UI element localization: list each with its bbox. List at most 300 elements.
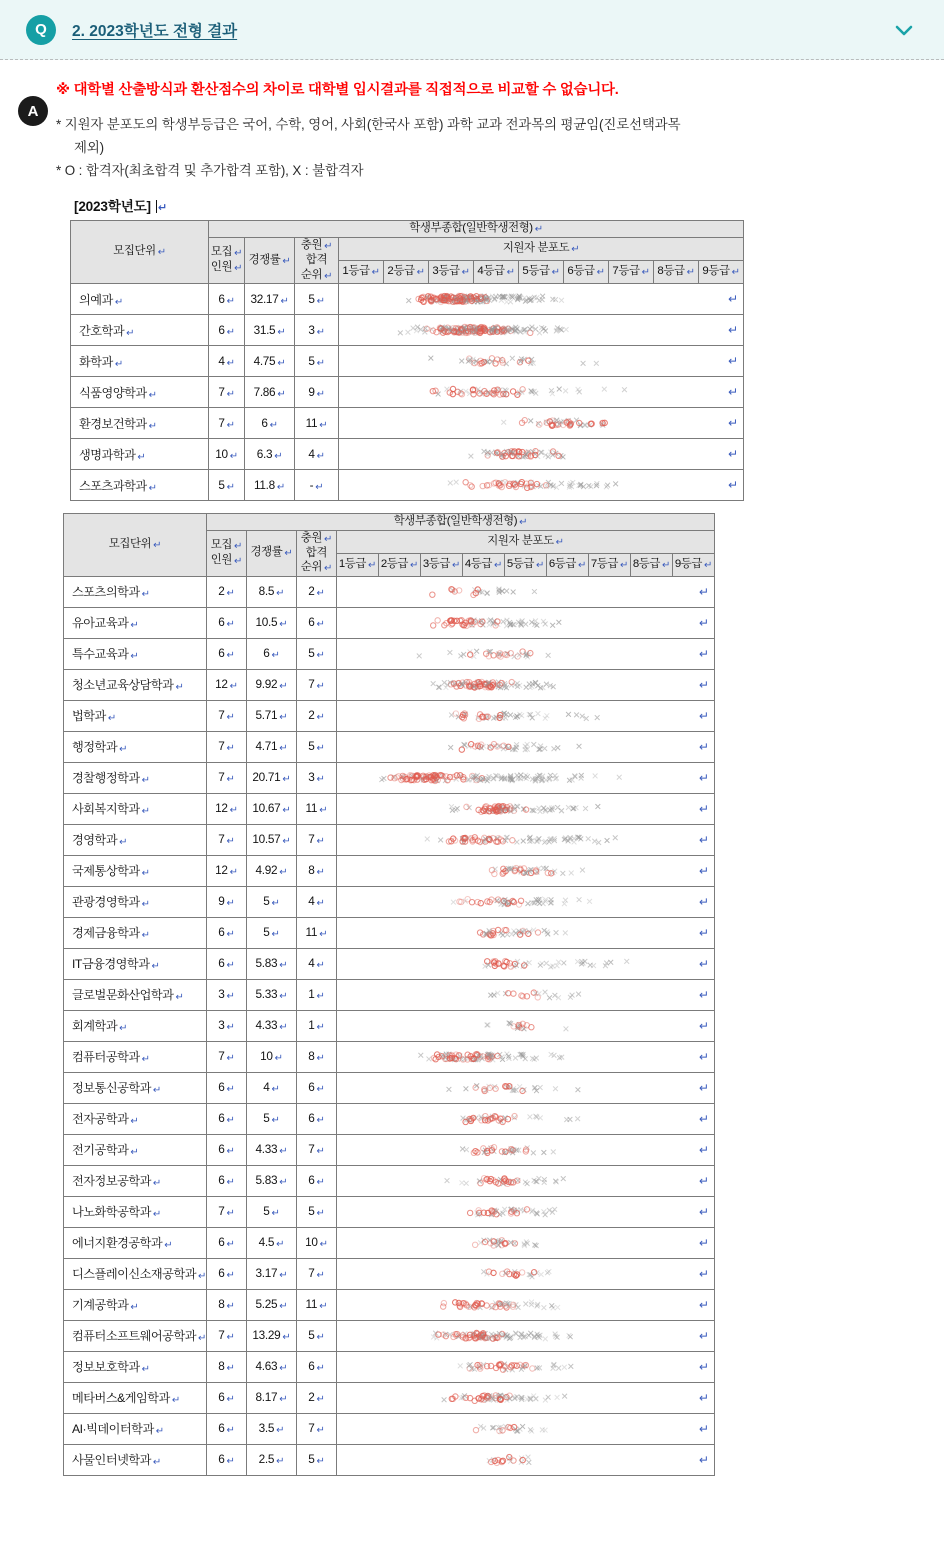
return-mark-icon: ↵ xyxy=(141,1364,150,1376)
cell-ratio-value: 5 xyxy=(263,925,270,940)
fail-marker-x xyxy=(541,1305,546,1310)
return-mark-icon: ↵ xyxy=(619,559,628,571)
distribution-track xyxy=(337,670,714,700)
cell-fill-rank xyxy=(295,315,339,346)
cell-unit-value: 나노화학공학과 xyxy=(72,1205,151,1220)
return-mark-icon: ↵ xyxy=(316,1053,325,1065)
return-mark-icon: ↵ xyxy=(279,867,288,879)
th-grade-label: 7등급 xyxy=(612,265,640,278)
fail-marker-x xyxy=(513,1055,518,1060)
return-mark-icon: ↵ xyxy=(451,559,460,571)
fail-marker-x xyxy=(529,1299,534,1304)
cell-ratio xyxy=(246,1165,296,1196)
fail-marker-x xyxy=(577,897,582,902)
fail-marker-x xyxy=(595,715,600,720)
return-mark-icon: ↵ xyxy=(698,1359,709,1374)
fail-marker-x xyxy=(556,620,561,625)
cell-unit xyxy=(71,315,209,346)
cell-fill-rank xyxy=(296,1351,336,1382)
distribution-scatter xyxy=(337,732,714,762)
fail-marker-x xyxy=(425,836,430,841)
cell-ratio-value: 4 xyxy=(263,1080,270,1095)
distribution-track xyxy=(337,856,714,886)
return-mark-icon: ↵ xyxy=(226,1084,235,1096)
distribution-track xyxy=(337,639,714,669)
cell-unit-value: 식품영양학과 xyxy=(79,385,147,400)
pass-marker-o xyxy=(519,1270,524,1275)
distribution-track xyxy=(337,608,714,638)
fail-marker-x xyxy=(406,298,411,303)
return-mark-icon: ↵ xyxy=(316,1177,325,1189)
cell-quota-value: 6 xyxy=(218,1173,225,1188)
return-mark-icon: ↵ xyxy=(152,1457,161,1469)
th-group-label-1: 학생부종합(일반학생전형) xyxy=(409,222,533,235)
cell-fill-rank-value: 11 xyxy=(305,415,318,430)
return-mark-icon: ↵ xyxy=(226,1146,235,1158)
cell-fill-rank xyxy=(296,1444,336,1475)
distribution-track xyxy=(337,577,714,607)
th-grade-label: 5등급 xyxy=(522,265,550,278)
distribution-scatter xyxy=(337,639,714,669)
distribution-track xyxy=(337,918,714,948)
return-mark-icon: ↵ xyxy=(276,1456,285,1468)
return-mark-icon: ↵ xyxy=(727,323,738,338)
cell-fill-rank-value: 4 xyxy=(308,956,315,971)
cell-quota-value: 6 xyxy=(218,1111,225,1126)
cell-unit xyxy=(71,346,209,377)
return-mark-icon: ↵ xyxy=(130,651,139,663)
return-mark-icon: ↵ xyxy=(698,677,709,692)
cell-unit xyxy=(64,669,207,700)
fail-marker-x xyxy=(541,866,546,871)
return-mark-icon: ↵ xyxy=(279,743,288,755)
fail-marker-x xyxy=(381,776,386,781)
return-mark-icon: ↵ xyxy=(137,451,146,463)
return-mark-icon: ↵ xyxy=(164,1240,173,1252)
cell-ratio-value: 5.83 xyxy=(255,956,278,971)
return-mark-icon: ↵ xyxy=(316,450,325,462)
fail-marker-x xyxy=(535,711,540,716)
cell-unit-value: 컴퓨터공학과 xyxy=(72,1050,140,1065)
cell-quota xyxy=(206,1444,246,1475)
fail-marker-x xyxy=(531,742,536,747)
return-mark-icon: ↵ xyxy=(698,1080,709,1095)
cell-fill-rank-value: 5 xyxy=(308,1328,315,1343)
cell-ratio xyxy=(246,1444,296,1475)
pass-marker-o xyxy=(473,1085,478,1090)
cell-fill-rank xyxy=(296,762,336,793)
distribution-scatter xyxy=(339,470,743,500)
fail-marker-x xyxy=(526,1454,531,1459)
cell-fill-rank-value: 2 xyxy=(308,584,315,599)
distribution-track xyxy=(339,470,743,500)
cell-unit-value: 환경보건학과 xyxy=(79,416,147,431)
return-mark-icon: ↵ xyxy=(316,1022,325,1034)
table-row xyxy=(64,700,715,731)
return-mark-icon: ↵ xyxy=(698,832,709,847)
distribution-track xyxy=(337,701,714,731)
cell-unit-value: 경영학과 xyxy=(72,833,118,848)
cell-fill-rank xyxy=(296,1320,336,1351)
return-mark-icon: ↵ xyxy=(274,1053,283,1065)
cell-ratio xyxy=(246,731,296,762)
cell-quota-value: 6 xyxy=(218,1421,225,1436)
table-row xyxy=(64,824,715,855)
cell-fill-rank-value: 3 xyxy=(308,770,315,785)
fail-marker-x xyxy=(562,1365,567,1370)
page-title[interactable]: 2. 2023학년도 전형 결과 xyxy=(72,22,238,40)
pass-marker-o xyxy=(435,617,440,622)
return-mark-icon: ↵ xyxy=(271,1115,280,1127)
return-mark-icon: ↵ xyxy=(153,540,162,552)
fail-marker-x xyxy=(406,330,411,335)
th-grade-label: 1등급 xyxy=(342,265,370,278)
return-mark-icon: ↵ xyxy=(698,1266,709,1281)
notes-block xyxy=(0,99,944,181)
cell-fill-rank xyxy=(296,948,336,979)
return-mark-icon: ↵ xyxy=(119,837,127,849)
fail-marker-x xyxy=(605,483,610,488)
fail-marker-x xyxy=(613,481,618,486)
cell-quota-value: 9 xyxy=(218,894,225,909)
cell-fill-rank-value: 1 xyxy=(308,987,315,1002)
th-grade-label: 3등급 xyxy=(422,557,450,570)
fail-marker-x xyxy=(574,712,579,717)
cell-ratio xyxy=(246,1196,296,1227)
cell-quota-value: 6 xyxy=(218,291,225,306)
return-mark-icon: ↵ xyxy=(279,1146,288,1158)
table-row xyxy=(71,377,744,408)
cell-ratio-value: 20.71 xyxy=(252,770,281,785)
fail-marker-x xyxy=(547,995,552,1000)
return-mark-icon: ↵ xyxy=(226,960,235,972)
fail-marker-x xyxy=(563,1026,568,1031)
return-mark-icon: ↵ xyxy=(280,295,289,307)
fail-marker-x xyxy=(551,746,556,751)
cell-fill-rank xyxy=(296,793,336,824)
return-mark-icon: ↵ xyxy=(119,744,127,756)
fail-marker-x xyxy=(602,387,607,392)
fail-marker-x xyxy=(551,1149,556,1154)
th-grade-3-t2 xyxy=(420,553,462,576)
distribution-scatter xyxy=(337,608,714,638)
cell-fill-rank-value: 1 xyxy=(308,1018,315,1033)
distribution-track xyxy=(339,439,743,469)
cell-ratio-value: 3.5 xyxy=(258,1421,275,1436)
cell-unit xyxy=(64,1320,207,1351)
fail-marker-x xyxy=(622,387,627,392)
cell-unit-value: 국제통상학과 xyxy=(72,864,140,879)
return-mark-icon: ↵ xyxy=(148,389,157,401)
table-caption-text: [2023학년도] xyxy=(74,199,151,215)
fail-marker-x xyxy=(543,716,548,721)
return-mark-icon: ↵ xyxy=(551,267,560,279)
return-mark-icon: ↵ xyxy=(316,326,325,338)
fail-marker-x xyxy=(555,1305,560,1310)
fail-marker-x xyxy=(562,1394,567,1399)
return-mark-icon: ↵ xyxy=(226,1270,235,1282)
th-grade-6-t2 xyxy=(546,553,588,576)
cell-distribution xyxy=(336,762,714,793)
cell-fill-rank-value: 8 xyxy=(308,1049,315,1064)
table-1-body xyxy=(71,284,744,501)
return-mark-icon: ↵ xyxy=(226,326,235,338)
cell-quota-value: 7 xyxy=(218,1204,225,1219)
cell-unit xyxy=(71,377,209,408)
pass-marker-o xyxy=(508,964,513,969)
fail-marker-x xyxy=(594,361,599,366)
distribution-track xyxy=(337,1445,714,1475)
return-mark-icon: ↵ xyxy=(534,224,543,236)
pass-marker-o xyxy=(440,1304,445,1309)
return-mark-icon: ↵ xyxy=(409,559,418,571)
return-mark-icon: ↵ xyxy=(226,929,235,941)
fail-marker-x xyxy=(426,1056,431,1061)
cell-ratio-value: 5 xyxy=(263,1204,270,1219)
fail-marker-x xyxy=(504,588,509,593)
cell-distribution xyxy=(336,1382,714,1413)
th-group-1 xyxy=(209,221,744,238)
th-quota-2: 모집 ↵ 인원 ↵ xyxy=(206,530,246,576)
return-mark-icon: ↵ xyxy=(279,619,288,631)
cell-fill-rank-value: 5 xyxy=(308,646,315,661)
distribution-scatter xyxy=(337,1073,714,1103)
th-unit-label-2: 모집단위 xyxy=(108,538,152,551)
admissions-table-2 xyxy=(63,513,715,1476)
cell-distribution xyxy=(339,346,744,377)
return-mark-icon: ↵ xyxy=(226,991,235,1003)
cell-ratio-value: 5.71 xyxy=(255,708,278,723)
fail-marker-x xyxy=(543,1336,548,1341)
return-mark-icon: ↵ xyxy=(271,650,280,662)
return-mark-icon: ↵ xyxy=(316,1456,325,1468)
cell-unit xyxy=(64,1010,207,1041)
fail-marker-x xyxy=(608,960,613,965)
return-mark-icon: ↵ xyxy=(727,292,738,307)
return-mark-icon: ↵ xyxy=(226,1394,235,1406)
return-mark-icon: ↵ xyxy=(226,419,235,431)
return-mark-icon: ↵ xyxy=(276,1425,285,1437)
fail-marker-x xyxy=(515,681,520,686)
cell-distribution xyxy=(336,731,714,762)
cell-quota xyxy=(206,700,246,731)
table-row xyxy=(71,470,744,501)
return-mark-icon: ↵ xyxy=(107,713,116,725)
th-grade-label: 9등급 xyxy=(674,557,702,570)
th-grade-1-t2 xyxy=(336,553,378,576)
return-mark-icon: ↵ xyxy=(130,1302,139,1314)
distribution-scatter xyxy=(337,825,714,855)
return-mark-icon: ↵ xyxy=(316,991,325,1003)
table-row xyxy=(64,1072,715,1103)
fail-marker-x xyxy=(555,745,560,750)
pass-marker-o xyxy=(511,991,516,996)
cell-fill-rank-value: 5 xyxy=(308,1452,315,1467)
cell-distribution xyxy=(336,1010,714,1041)
distribution-scatter xyxy=(337,856,714,886)
return-mark-icon: ↵ xyxy=(316,1208,325,1220)
distribution-track xyxy=(337,1073,714,1103)
fail-marker-x xyxy=(533,391,538,396)
return-mark-icon: ↵ xyxy=(727,416,738,431)
cell-ratio xyxy=(246,1227,296,1258)
accordion-header[interactable] xyxy=(0,0,944,60)
th-grade-label: 7등급 xyxy=(590,557,618,570)
return-mark-icon: ↵ xyxy=(152,1209,161,1221)
fail-marker-x xyxy=(449,804,454,809)
return-mark-icon: ↵ xyxy=(698,925,709,940)
return-mark-icon: ↵ xyxy=(279,1270,288,1282)
return-mark-icon: ↵ xyxy=(698,1297,709,1312)
cell-ratio xyxy=(245,439,295,470)
return-mark-icon: ↵ xyxy=(698,1049,709,1064)
return-mark-icon: ↵ xyxy=(316,1115,325,1127)
fail-marker-x xyxy=(459,1180,464,1185)
pass-marker-o xyxy=(430,592,435,597)
cell-quota-value: 6 xyxy=(218,322,225,337)
table-2-wrapper xyxy=(0,501,944,1476)
table-row xyxy=(71,439,744,470)
cell-fill-rank xyxy=(295,346,339,377)
cell-ratio-value: 11.8 xyxy=(254,477,275,492)
cell-ratio xyxy=(245,315,295,346)
return-mark-icon: ↵ xyxy=(130,1116,139,1128)
cell-fill-rank-value: 8 xyxy=(308,863,315,878)
cell-fill-rank xyxy=(296,1134,336,1165)
fail-marker-x xyxy=(541,619,546,624)
return-mark-icon: ↵ xyxy=(226,481,235,493)
cell-distribution xyxy=(336,1413,714,1444)
return-mark-icon: ↵ xyxy=(698,1142,709,1157)
th-distribution-label-1: 지원자 분포도 xyxy=(502,242,570,255)
return-mark-icon: ↵ xyxy=(596,267,605,279)
fail-marker-x xyxy=(592,839,597,844)
return-mark-icon: ↵ xyxy=(279,1363,288,1375)
cell-unit xyxy=(64,979,207,1010)
return-mark-icon: ↵ xyxy=(698,894,709,909)
th-grade-9-t2 xyxy=(672,553,714,576)
fail-marker-x xyxy=(552,1207,557,1212)
fail-marker-x xyxy=(398,331,403,336)
return-mark-icon: ↵ xyxy=(571,244,580,256)
return-mark-icon: ↵ xyxy=(157,201,167,215)
cell-fill-rank xyxy=(296,1289,336,1320)
cell-distribution xyxy=(336,576,714,607)
return-mark-icon: ↵ xyxy=(229,681,238,693)
return-mark-icon: ↵ xyxy=(141,775,150,787)
return-mark-icon: ↵ xyxy=(279,1177,288,1189)
th-grade-5-t1 xyxy=(519,260,564,283)
cell-unit-value: 메타버스&게임학과 xyxy=(72,1391,170,1406)
cell-quota xyxy=(209,408,245,439)
cell-ratio xyxy=(246,576,296,607)
cell-distribution xyxy=(339,439,744,470)
cell-unit-value: 의예과 xyxy=(79,292,113,307)
cell-ratio xyxy=(245,284,295,315)
distribution-track xyxy=(337,1414,714,1444)
fail-marker-x xyxy=(586,836,591,841)
return-mark-icon: ↵ xyxy=(276,1239,285,1251)
fail-marker-x xyxy=(527,1114,532,1119)
cell-ratio xyxy=(246,1320,296,1351)
th-grade-label: 6등급 xyxy=(548,557,576,570)
cell-ratio xyxy=(246,1072,296,1103)
return-mark-icon: ↵ xyxy=(226,836,235,848)
distribution-track xyxy=(339,408,743,438)
cell-unit-value: 경찰행정학과 xyxy=(72,771,140,786)
fail-marker-x xyxy=(580,867,585,872)
cell-quota xyxy=(206,669,246,700)
th-unit-label-1: 모집단위 xyxy=(113,245,156,258)
return-mark-icon: ↵ xyxy=(316,1425,325,1437)
return-mark-icon: ↵ xyxy=(279,1394,288,1406)
fail-marker-x xyxy=(550,623,555,628)
fail-marker-x xyxy=(544,713,549,718)
return-mark-icon: ↵ xyxy=(271,929,280,941)
return-mark-icon: ↵ xyxy=(698,1235,709,1250)
return-mark-icon: ↵ xyxy=(226,1332,235,1344)
cell-fill-rank xyxy=(296,1103,336,1134)
fail-marker-x xyxy=(529,1429,534,1434)
cell-quota xyxy=(206,762,246,793)
cell-fill-rank xyxy=(296,1413,336,1444)
fail-marker-x xyxy=(463,1086,468,1091)
cell-fill-rank-value: 6 xyxy=(308,1173,315,1188)
fail-marker-x xyxy=(518,772,523,777)
cell-fill-rank xyxy=(296,917,336,948)
cell-ratio xyxy=(246,607,296,638)
cell-unit-value: 전자공학과 xyxy=(72,1112,129,1127)
fail-marker-x xyxy=(544,961,549,966)
note-line-3: * O : 합격자(최초합격 및 추가합격 포함), X : 불합격자 xyxy=(56,162,364,178)
distribution-scatter xyxy=(337,1228,714,1258)
cell-unit xyxy=(64,1165,207,1196)
cell-fill-rank-value: 11 xyxy=(305,801,318,816)
fail-marker-x xyxy=(418,1053,423,1058)
fail-marker-x xyxy=(543,621,548,626)
cell-quota-value: 2 xyxy=(218,584,225,599)
fail-marker-x xyxy=(417,653,422,658)
distribution-scatter xyxy=(339,408,743,438)
return-mark-icon: ↵ xyxy=(319,419,328,431)
return-mark-icon: ↵ xyxy=(141,899,150,911)
cell-ratio-value: 6 xyxy=(261,415,268,430)
distribution-track xyxy=(337,887,714,917)
fail-marker-x xyxy=(521,838,526,843)
return-mark-icon: ↵ xyxy=(698,1173,709,1188)
pass-marker-o xyxy=(469,484,474,489)
fail-marker-x xyxy=(501,619,506,624)
return-mark-icon: ↵ xyxy=(152,1178,161,1190)
fail-marker-x xyxy=(561,960,566,965)
fail-marker-x xyxy=(485,590,490,595)
cell-quota xyxy=(209,346,245,377)
fail-marker-x xyxy=(469,454,474,459)
chevron-down-icon[interactable] xyxy=(892,18,916,42)
cell-ratio xyxy=(246,855,296,886)
fail-marker-x xyxy=(569,870,574,875)
cell-quota xyxy=(206,824,246,855)
fail-marker-x xyxy=(539,1272,544,1277)
th-grade-label: 3등급 xyxy=(432,265,460,278)
cell-fill-rank-value: 5 xyxy=(308,353,315,368)
th-grade-3-t1 xyxy=(429,260,474,283)
th-grade-8-t1 xyxy=(654,260,699,283)
cell-quota xyxy=(206,1134,246,1165)
th-grade-label: 8등급 xyxy=(632,557,660,570)
table-caption xyxy=(0,183,944,220)
cell-distribution xyxy=(336,700,714,731)
